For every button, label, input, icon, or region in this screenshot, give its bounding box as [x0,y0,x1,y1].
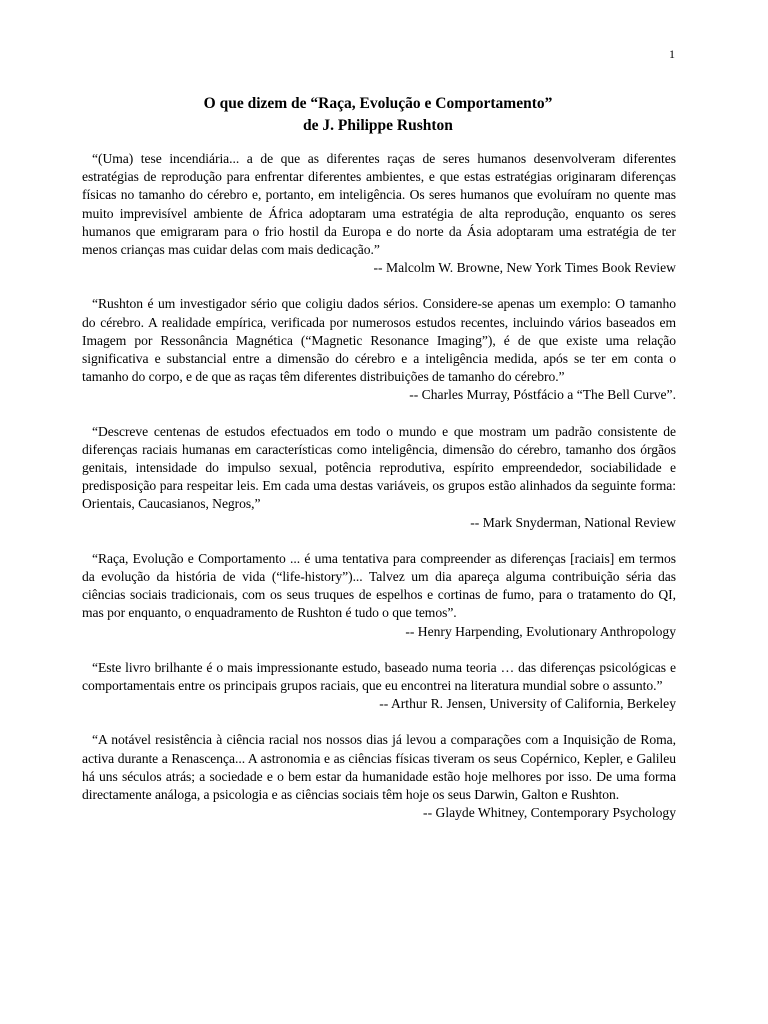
quote-source: -- Glayde Whitney, Contemporary Psychology [423,805,676,821]
quote-block [82,150,676,277]
quote-block [82,731,676,822]
quote-text: “(Uma) tese incendiária... a de que as diferentes raças de seres humanos desenvolveram diferentes estratégias de reprodução para enfrentar diferentes ambientes, e que estas estratégias originaram diferenças físicas no tamanho do cérebro e, portanto, em inteligência. Os seres humanos que evoluíram no quente mas muito imprevisível ambiente de África adoptaram uma estratégia de alta reprodução, enquanto os seres humanos que emigraram para o frio hostil da Europa e do norte da Ásia adoptaram uma estratégia de ter menos crianças mas cuidar delas com mais dedicação.” [82,151,676,258]
quote-block [82,423,676,532]
quote-text: “Raça, Evolução e Comportamento ... é uma tentativa para compreender as diferenças [raciais] em termos da evolução da história de vida (“life-history”)... Talvez um dia apareça alguma contribuição séria das ciências sociais tradicionais, com os seus truques de espelhos e cortinas de fumo, para o tratamento do QI, mas por enquanto, o enquadramento de Rushton é tudo o que temos”. [82,550,676,621]
quote-text: “A notável resistência à ciência racial nos nossos dias já levou a comparações com a Inquisição de Roma, activa durante a Renascença... A astronomia e as ciências físicas tiveram os seus Copérnico, Kepler, e Galileu há uns séculos atrás; a sociedade e o bem estar da humanidade estão hoje melhores por isso. De uma forma directamente análoga, a psicologia e as ciências sociais têm hoje os seus Darwin, Galton e Rushton. [82,732,676,803]
quote-text: “Este livro brilhante é o mais impressionante estudo, baseado numa teoria … das diferenças psicológicas e comportamentais entre os principais grupos raciais, que eu encontrei na literatura mundial sobre o assunto.” [82,659,676,694]
quotes-list [82,150,676,841]
title-line-2: de J. Philippe Rushton [303,117,453,134]
document-title [80,93,676,137]
page-number: 1 [669,47,675,61]
quote-block [82,295,676,404]
quote-text: “Descreve centenas de estudos efectuados em todo o mundo e que mostram um padrão consistente de diferenças raciais humanas em características como inteligência, dimensão do cérebro, tamanho dos órgãos genitais, intensidade do impulso sexual, potência reprodutiva, espírito empreendedor, sociabilidade e predisposição para respeitar leis. Em cada uma destas variáveis, os grupos estão alinhados da seguinte forma: Orientais, Caucasianos, Negros,” [82,423,676,512]
quote-source: -- Mark Snyderman, National Review [470,514,676,530]
quote-source: -- Charles Murray, Póstfácio a “The Bell Curve”. [409,387,676,403]
quote-block [82,659,676,714]
quote-source: -- Henry Harpending, Evolutionary Anthropology [405,623,676,639]
quote-source: -- Malcolm W. Browne, New York Times Book Review [373,260,676,276]
quote-source: -- Arthur R. Jensen, University of California, Berkeley [379,696,676,712]
quote-block [82,550,676,641]
title-line-1: O que dizem de “Raça, Evolução e Comportamento” [203,95,553,112]
quote-text: “Rushton é um investigador sério que coligiu dados sérios. Considere-se apenas um exemplo: O tamanho do cérebro. A realidade empírica, verificada por numerosos estudos recentes, incluindo vários baseados em Imagem por Ressonância Magnética (“Magnetic Resonance Imaging”), é de que existe uma relação significativa e substancial entre a dimensão do cérebro e a inteligência medida, após se ter em conta o tamanho do corpo, e de que as raças têm diferentes distribuições de tamanho do cérebro.” [82,296,676,385]
